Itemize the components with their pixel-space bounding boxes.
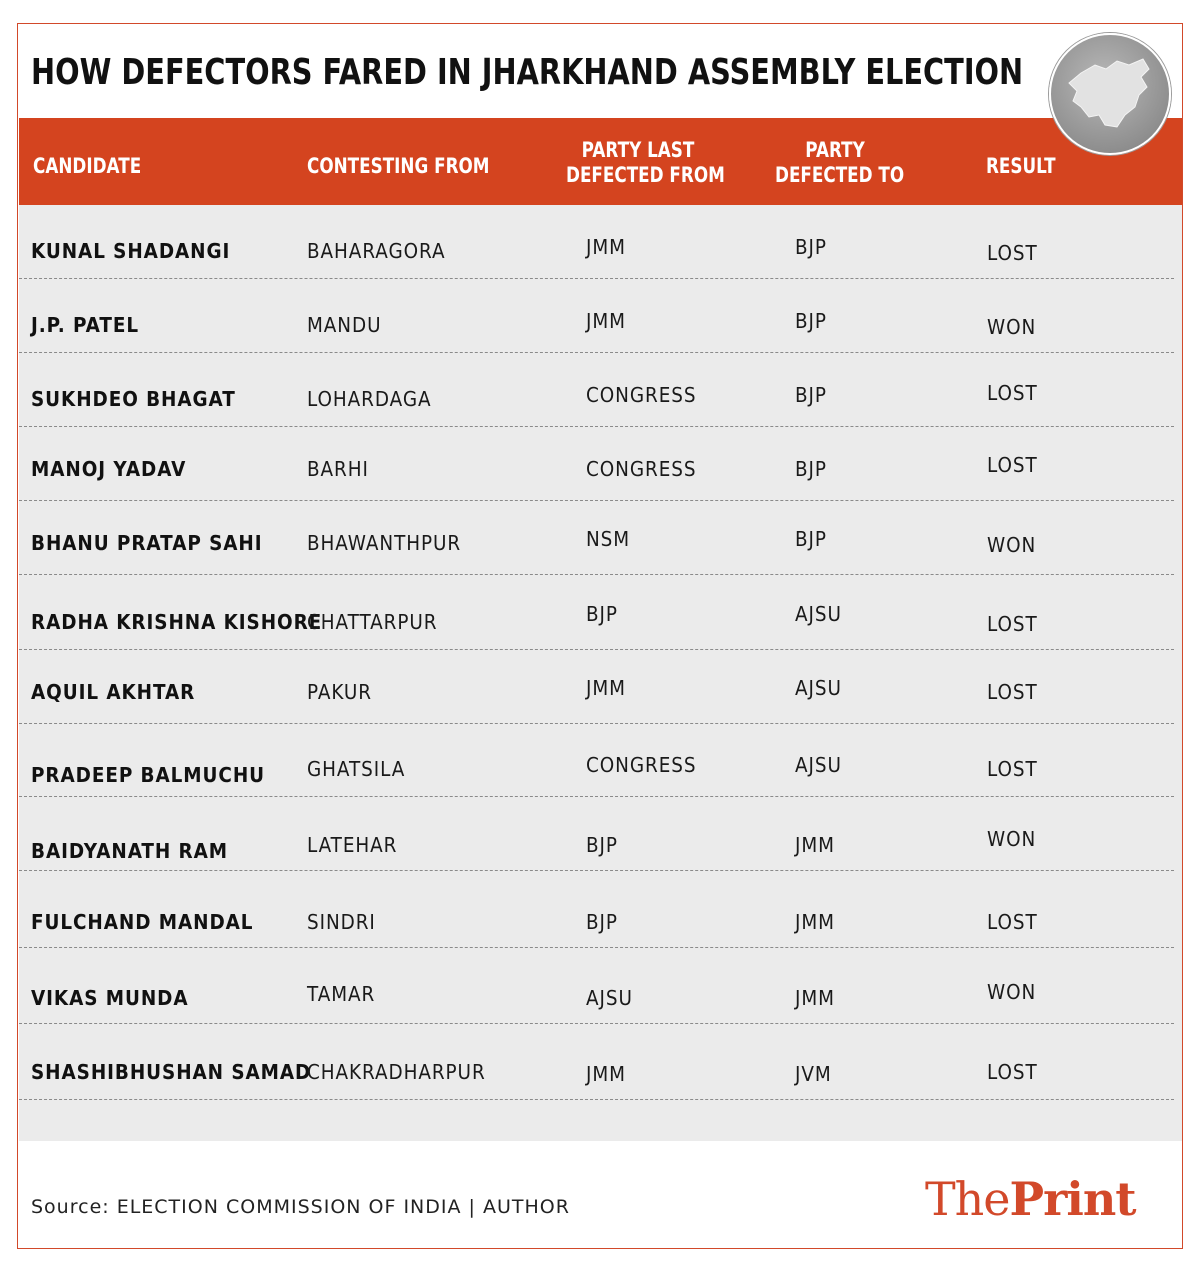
table-row [19, 874, 1182, 948]
header-contesting-from: CONTESTING FROM [307, 154, 490, 178]
cell-party-defected-from: JMM [586, 1062, 626, 1086]
cell-contesting-from: SINDRI [307, 910, 376, 934]
table-row [19, 353, 1182, 427]
cell-contesting-from: BARHI [307, 457, 369, 481]
cell-candidate: BAIDYANATH RAM [31, 839, 229, 863]
cell-result: WON [987, 827, 1037, 851]
cell-result: WON [987, 980, 1037, 1004]
cell-candidate: KUNAL SHADANGI [31, 239, 231, 263]
cell-contesting-from: LATEHAR [307, 833, 398, 857]
row-divider [19, 870, 1174, 871]
cell-contesting-from: GHATSILA [307, 757, 406, 781]
cell-candidate: FULCHAND MANDAL [31, 910, 254, 934]
cell-contesting-from: BAHARAGORA [307, 239, 446, 263]
table-row [19, 723, 1182, 797]
cell-party-defected-from: BJP [586, 602, 618, 626]
cell-party-defected-to: AJSU [795, 676, 842, 700]
cell-party-defected-to: JMM [795, 910, 835, 934]
cell-result: WON [987, 533, 1037, 557]
table-row [19, 650, 1182, 724]
cell-candidate: SUKHDEO BHAGAT [31, 387, 236, 411]
cell-result: LOST [987, 680, 1038, 704]
cell-candidate: RADHA KRISHNA KISHORE [31, 610, 323, 634]
jharkhand-map-icon [1049, 33, 1171, 155]
cell-contesting-from: CHAKRADHARPUR [307, 1060, 486, 1084]
cell-party-defected-from: JMM [586, 235, 626, 259]
header-result: RESULT [986, 154, 1056, 178]
cell-result: LOST [987, 910, 1038, 934]
cell-candidate: AQUIL AKHTAR [31, 680, 196, 704]
table-row [19, 279, 1182, 353]
header-party-defected-from: PARTY LAST DEFECTED FROM [566, 138, 725, 187]
cell-contesting-from: MANDU [307, 313, 382, 337]
cell-contesting-from: PAKUR [307, 680, 372, 704]
row-divider [19, 947, 1174, 948]
cell-party-defected-from: CONGRESS [586, 383, 697, 407]
table-body [19, 205, 1182, 1141]
cell-candidate: VIKAS MUNDA [31, 986, 189, 1010]
row-divider [19, 1099, 1174, 1100]
cell-contesting-from: BHAWANTHPUR [307, 531, 462, 555]
table-row [19, 501, 1182, 575]
cell-party-defected-to: BJP [795, 383, 827, 407]
cell-party-defected-to: BJP [795, 527, 827, 551]
row-divider [19, 1023, 1174, 1024]
header-party-defected-to: PARTY DEFECTED TO [775, 138, 905, 187]
cell-result: LOST [987, 757, 1038, 781]
cell-party-defected-to: BJP [795, 309, 827, 333]
theprint-logo: ThePrint [925, 1172, 1136, 1226]
cell-candidate: SHASHIBHUSHAN SAMAD [31, 1060, 312, 1084]
table-row [19, 1026, 1182, 1100]
cell-party-defected-from: BJP [586, 910, 618, 934]
cell-result: WON [987, 315, 1037, 339]
cell-party-defected-from: AJSU [586, 986, 633, 1010]
cell-result: LOST [987, 381, 1038, 405]
table-row [19, 427, 1182, 501]
cell-party-defected-to: JVM [795, 1062, 832, 1086]
cell-party-defected-from: JMM [586, 309, 626, 333]
table-row [19, 950, 1182, 1024]
table-header [19, 118, 1182, 205]
row-divider [19, 574, 1174, 575]
table-row [19, 797, 1182, 871]
cell-contesting-from: LOHARDAGA [307, 387, 432, 411]
cell-party-defected-to: AJSU [795, 753, 842, 777]
cell-party-defected-from: CONGRESS [586, 457, 697, 481]
cell-result: LOST [987, 612, 1038, 636]
cell-contesting-from: CHATTARPUR [307, 610, 438, 634]
cell-contesting-from: TAMAR [307, 982, 376, 1006]
table-row [19, 576, 1182, 650]
table-row [19, 205, 1182, 279]
cell-party-defected-to: JMM [795, 986, 835, 1010]
cell-party-defected-from: JMM [586, 676, 626, 700]
cell-result: LOST [987, 241, 1038, 265]
cell-candidate: J.P. PATEL [31, 313, 139, 337]
cell-party-defected-from: BJP [586, 833, 618, 857]
cell-party-defected-to: BJP [795, 457, 827, 481]
cell-candidate: MANOJ YADAV [31, 457, 187, 481]
cell-candidate: PRADEEP BALMUCHU [31, 763, 266, 787]
cell-result: LOST [987, 1060, 1038, 1084]
header-candidate: CANDIDATE [33, 154, 142, 178]
cell-party-defected-to: BJP [795, 235, 827, 259]
cell-party-defected-from: NSM [586, 527, 631, 551]
cell-candidate: BHANU PRATAP SAHI [31, 531, 263, 555]
cell-party-defected-from: CONGRESS [586, 753, 697, 777]
source-note: Source: ELECTION COMMISSION OF INDIA | AUTHOR [31, 1196, 570, 1218]
page-title: HOW DEFECTORS FARED IN JHARKHAND ASSEMBLY ELECTION [31, 52, 1024, 93]
cell-party-defected-to: AJSU [795, 602, 842, 626]
cell-party-defected-to: JMM [795, 833, 835, 857]
cell-result: LOST [987, 453, 1038, 477]
